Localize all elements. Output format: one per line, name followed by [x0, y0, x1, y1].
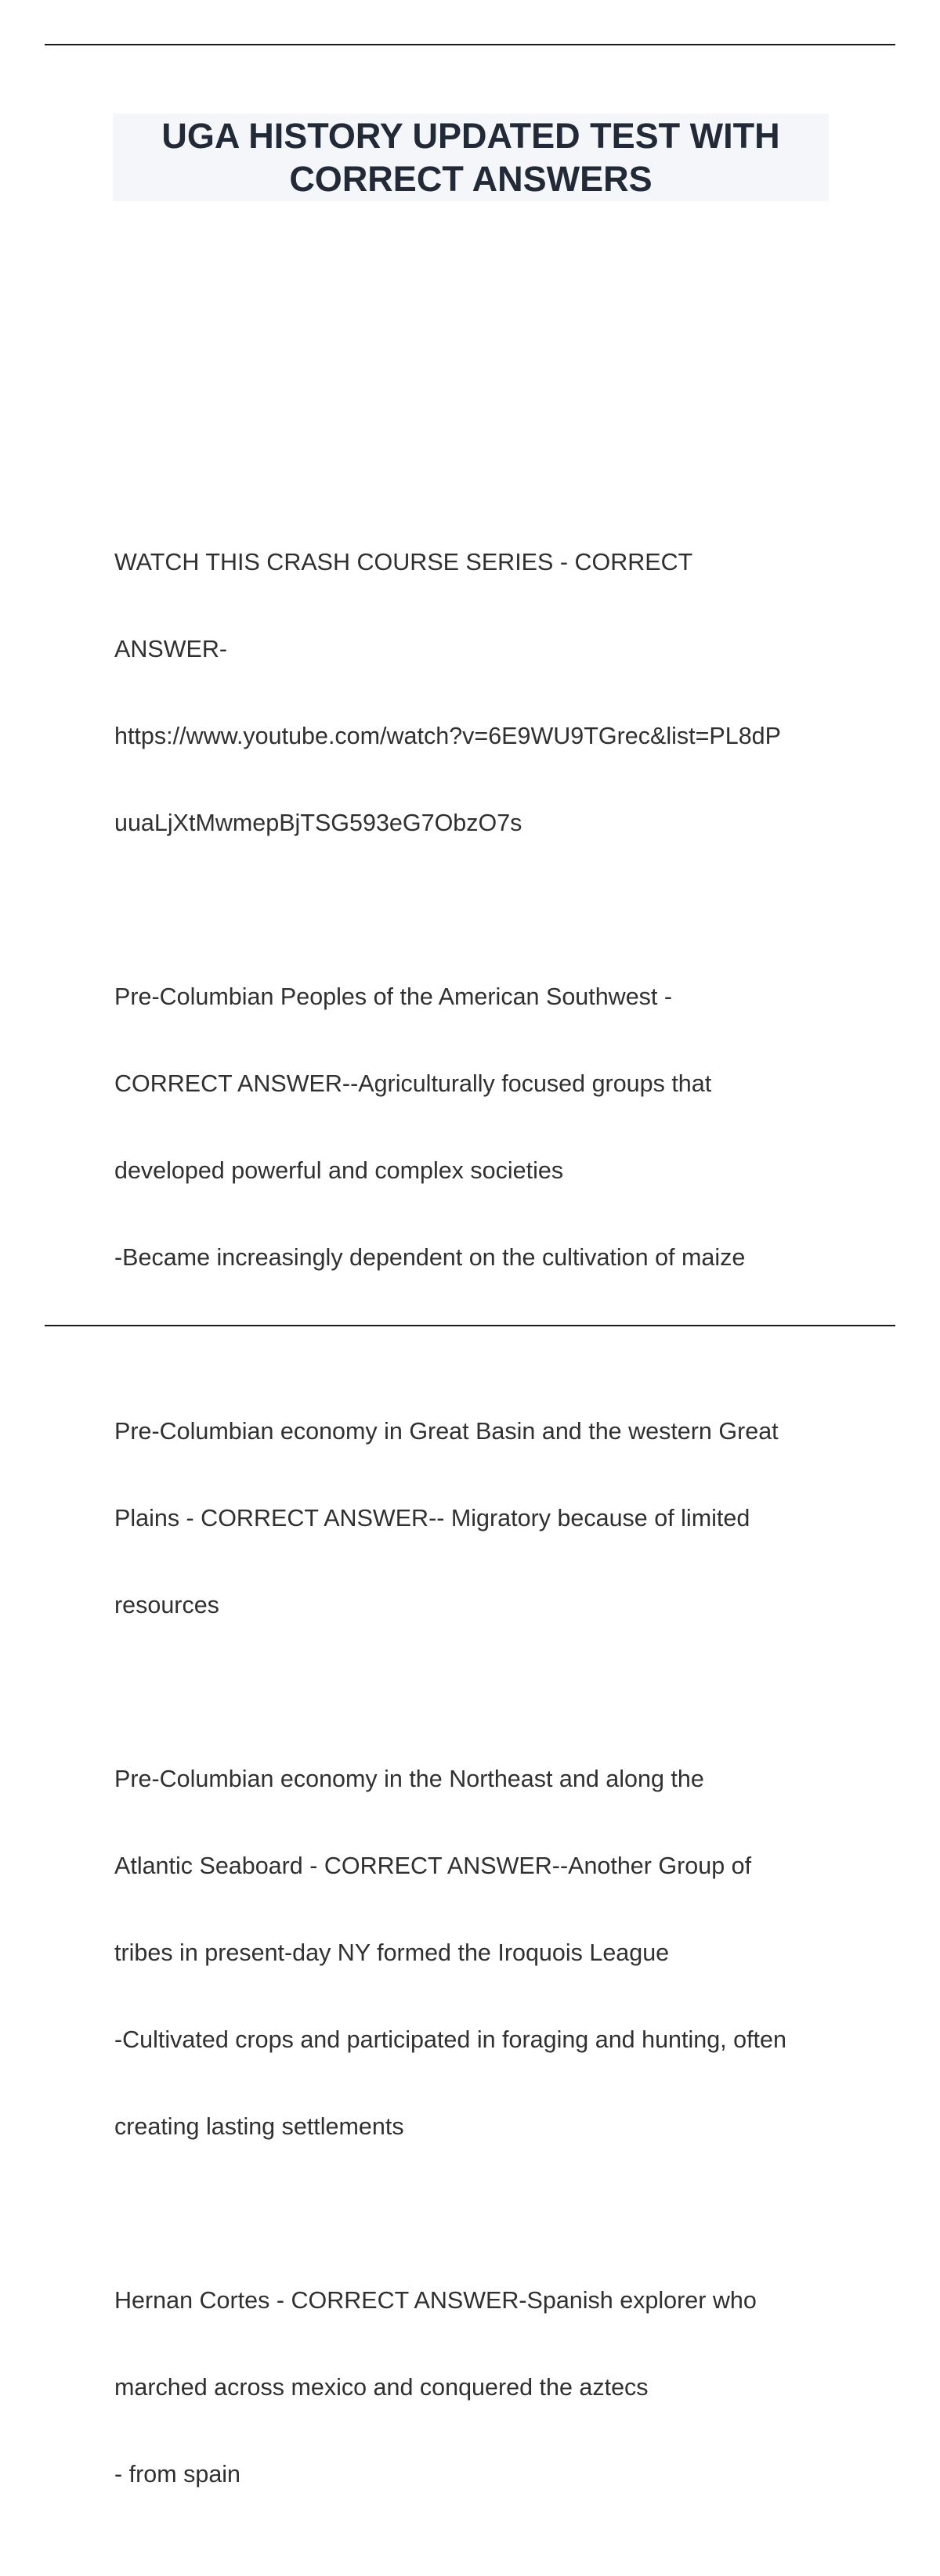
title-line-2: CORRECT ANSWERS	[289, 159, 653, 199]
entry-line: ANSWER-	[114, 636, 228, 662]
entry-line: Hernan Cortes - CORRECT ANSWER-Spanish explorer who	[114, 2287, 757, 2314]
top-rule	[45, 44, 895, 45]
entry-line: resources	[114, 1592, 219, 1618]
entry-line: Pre-Columbian Peoples of the American Southwest -	[114, 983, 673, 1010]
entry-line: Pre-Columbian economy in the Northeast and along the	[114, 1766, 704, 1792]
entry-line: creating lasting settlements	[114, 2113, 404, 2140]
entry-line: developed powerful and complex societies	[114, 1157, 564, 1184]
qa-list	[114, 490, 835, 2576]
qa-entry-great-basin	[114, 1359, 835, 1678]
title-banner	[113, 114, 829, 201]
qa-entry-crash-course	[114, 490, 835, 896]
entry-line: marched across mexico and conquered the aztecs	[114, 2374, 649, 2401]
entry-line: -Became increasingly dependent on the cultivation of maize	[114, 1244, 746, 1271]
entry-line: - from spain	[114, 2461, 241, 2488]
entry-line: CORRECT ANSWER--Agriculturally focused groups that	[114, 1070, 712, 1097]
entry-link-line: uuaLjXtMwmepBjTSG593eG7ObzO7s	[114, 810, 522, 836]
entry-link-line: https://www.youtube.com/watch?v=6E9WU9TGrec&list=PL8dP	[114, 723, 781, 749]
title-line-1: UGA HISTORY UPDATED TEST WITH	[161, 116, 780, 156]
qa-entry-northeast	[114, 1707, 835, 2199]
qa-entry-southwest	[114, 925, 835, 1330]
entry-line: -Cultivated crops and participated in foraging and hunting, often	[114, 2026, 786, 2053]
entry-line: Atlantic Seaboard - CORRECT ANSWER--Another Group of	[114, 1853, 752, 1879]
bottom-rule	[45, 1325, 895, 1326]
entry-line: tribes in present-day NY formed the Iroquois League	[114, 1939, 670, 1966]
entry-line: WATCH THIS CRASH COURSE SERIES - CORRECT	[114, 549, 693, 575]
entry-line: Pre-Columbian economy in Great Basin and the western Great	[114, 1418, 779, 1445]
entry-line: Plains - CORRECT ANSWER-- Migratory because of limited	[114, 1505, 750, 1532]
document-title	[161, 114, 779, 200]
qa-entry-hernan-cortes	[114, 2228, 835, 2547]
